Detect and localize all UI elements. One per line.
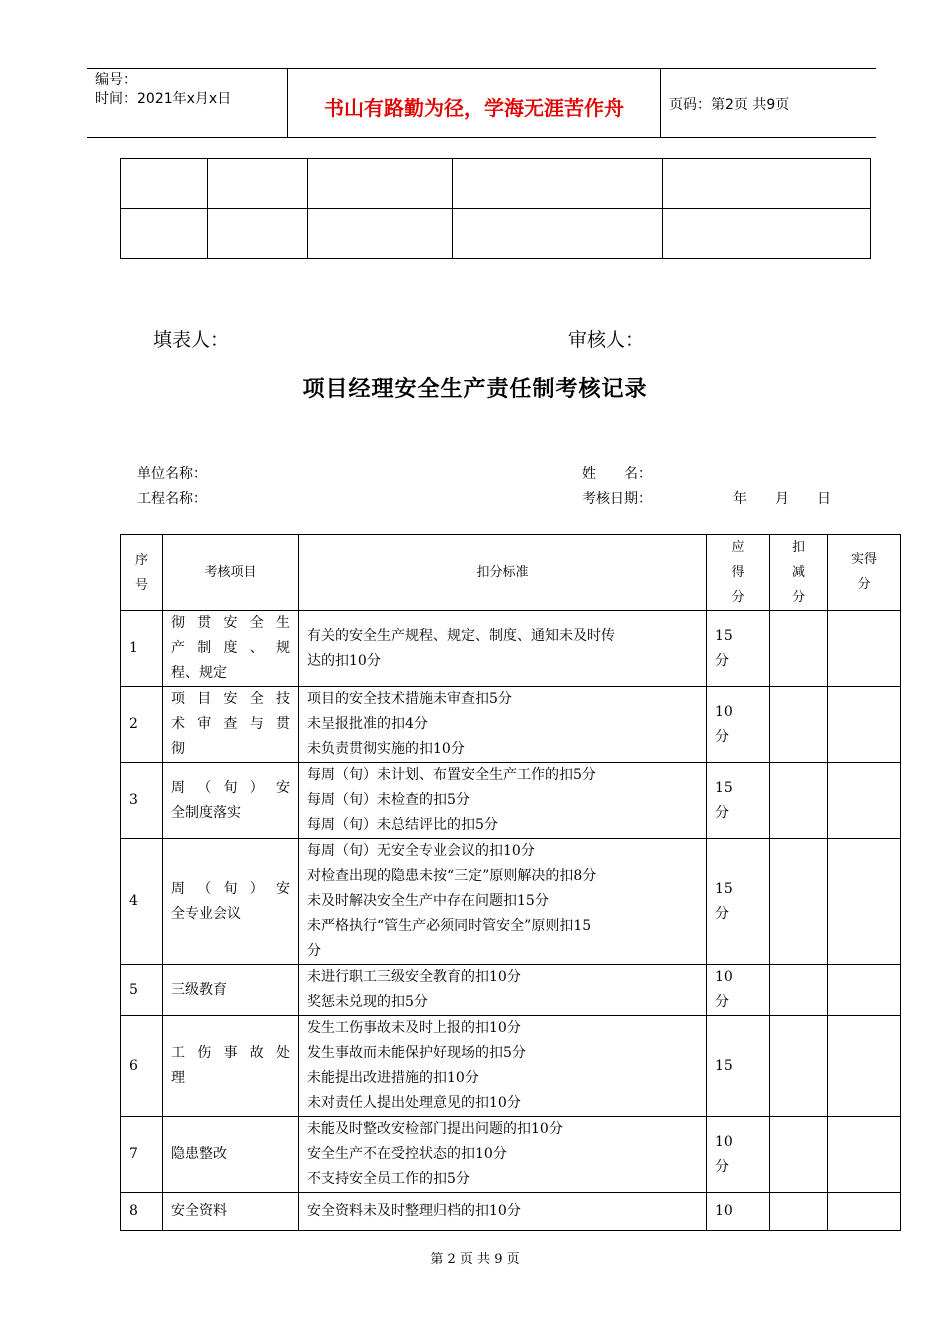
- person-name-label: 姓 名：: [582, 466, 652, 482]
- table-row: [121, 839, 901, 965]
- continuation-table: [120, 158, 871, 259]
- row-item: 周（旬）安 全制度落实: [163, 763, 299, 839]
- row-criteria: 未进行职工三级安全教育的扣10分 奖惩未兑现的扣5分: [299, 965, 707, 1016]
- page-footer: 第 2 页 共 9 页: [430, 1252, 520, 1267]
- table-row: [121, 611, 901, 687]
- table-row: [121, 763, 901, 839]
- row-deduct: [770, 965, 828, 1016]
- row-deduct: [770, 839, 828, 965]
- header-divider: [660, 69, 661, 137]
- empty-cell: [663, 209, 871, 259]
- row-seq: 6: [121, 1016, 163, 1117]
- row-deduct: [770, 1193, 828, 1231]
- page-header: [87, 68, 876, 138]
- row-seq: 3: [121, 763, 163, 839]
- row-score: 10 分: [707, 1117, 770, 1193]
- row-deduct: [770, 1016, 828, 1117]
- row-item: 三级教育: [163, 965, 299, 1016]
- row-criteria: 每周（旬）无安全专业会议的扣10分 对检查出现的隐患未按“三定”原则解决的扣8分 未及时解决安全生产中存在问题扣15分 未严格执行“管生产必须同时管安全”原则扣15 分: [299, 839, 707, 965]
- row-seq: 8: [121, 1193, 163, 1231]
- row-actual: [828, 611, 901, 687]
- row-seq: 2: [121, 687, 163, 763]
- row-criteria: 未能及时整改安检部门提出问题的扣10分 安全生产不在受控状态的扣10分 不支持安全员工作的扣5分: [299, 1117, 707, 1193]
- row-actual: [828, 1117, 901, 1193]
- header-meta: [95, 71, 231, 109]
- row-deduct: [770, 763, 828, 839]
- month-label: 月: [775, 491, 789, 507]
- table-row: [121, 209, 871, 259]
- empty-cell: [308, 209, 453, 259]
- row-score: 10 分: [707, 965, 770, 1016]
- row-item: 隐患整改: [163, 1117, 299, 1193]
- year-label: 年: [733, 491, 747, 507]
- row-criteria: 发生工伤事故未及时上报的扣10分 发生事故而未能保护好现场的扣5分 未能提出改进措施的扣10分 未对责任人提出处理意见的扣10分: [299, 1016, 707, 1117]
- header-criteria: 扣分标准: [299, 535, 707, 611]
- number-label: 编号：: [95, 72, 137, 88]
- row-seq: 7: [121, 1117, 163, 1193]
- table-row: [121, 159, 871, 209]
- table-row: [121, 965, 901, 1016]
- row-score: 15 分: [707, 611, 770, 687]
- assessment-table: [120, 534, 901, 1231]
- row-actual: [828, 839, 901, 965]
- table-row: [121, 687, 901, 763]
- row-criteria: 每周（旬）未计划、布置安全生产工作的扣5分 每周（旬）未检查的扣5分 每周（旬）未总结评比的扣5分: [299, 763, 707, 839]
- empty-cell: [121, 209, 208, 259]
- unit-name-label: 单位名称：: [137, 466, 207, 482]
- header-item: 考核项目: [163, 535, 299, 611]
- assessment-date-label: 考核日期：: [582, 491, 652, 507]
- row-item: 工伤事故处 理: [163, 1016, 299, 1117]
- empty-cell: [208, 159, 308, 209]
- project-name-label: 工程名称：: [137, 491, 207, 507]
- row-criteria: 安全资料未及时整理归档的扣10分: [299, 1193, 707, 1231]
- header-seq: 序 号: [121, 535, 163, 611]
- row-criteria: 项目的安全技术措施未审查扣5分 未呈报批准的扣4分 未负责贯彻实施的扣10分: [299, 687, 707, 763]
- row-score: 10: [707, 1193, 770, 1231]
- empty-cell: [453, 209, 663, 259]
- row-item: 彻贯安全生 产制度、规 程、规定: [163, 611, 299, 687]
- table-row: [121, 1193, 901, 1231]
- row-actual: [828, 1016, 901, 1117]
- empty-cell: [121, 159, 208, 209]
- reviewer-label: 审核人：: [568, 329, 645, 351]
- empty-cell: [453, 159, 663, 209]
- day-label: 日: [817, 491, 831, 507]
- row-criteria: 有关的安全生产规程、规定、制度、通知未及时传 达的扣10分: [299, 611, 707, 687]
- row-deduct: [770, 611, 828, 687]
- row-item: 安全资料: [163, 1193, 299, 1231]
- table-row: [121, 1117, 901, 1193]
- header-deduct: 扣 减 分: [770, 535, 828, 611]
- row-score: 15 分: [707, 763, 770, 839]
- row-deduct: [770, 1117, 828, 1193]
- row-score: 10 分: [707, 687, 770, 763]
- row-score: 15: [707, 1016, 770, 1117]
- row-score: 15 分: [707, 839, 770, 965]
- document-title: 项目经理安全生产责任制考核记录: [302, 377, 648, 402]
- row-seq: 1: [121, 611, 163, 687]
- empty-cell: [308, 159, 453, 209]
- time-label: 时间：2021年x月x日: [95, 91, 232, 107]
- header-actual: 实得 分: [828, 535, 901, 611]
- row-actual: [828, 1193, 901, 1231]
- row-deduct: [770, 687, 828, 763]
- row-item: 项目安全技 术审查与贯 彻: [163, 687, 299, 763]
- header-motto: 书山有路勤为径，学海无涯苦作舟: [324, 96, 624, 120]
- row-actual: [828, 965, 901, 1016]
- header-divider: [287, 69, 288, 137]
- empty-cell: [663, 159, 871, 209]
- page-indicator: 页码：第2页 共9页: [669, 97, 790, 113]
- empty-cell: [208, 209, 308, 259]
- table-row: [121, 1016, 901, 1117]
- row-item: 周（旬）安 全专业会议: [163, 839, 299, 965]
- row-actual: [828, 687, 901, 763]
- filler-label: 填表人：: [153, 329, 230, 351]
- row-seq: 5: [121, 965, 163, 1016]
- row-actual: [828, 763, 901, 839]
- header-should-score: 应 得 分: [707, 535, 770, 611]
- row-seq: 4: [121, 839, 163, 965]
- table-header-row: [121, 535, 901, 611]
